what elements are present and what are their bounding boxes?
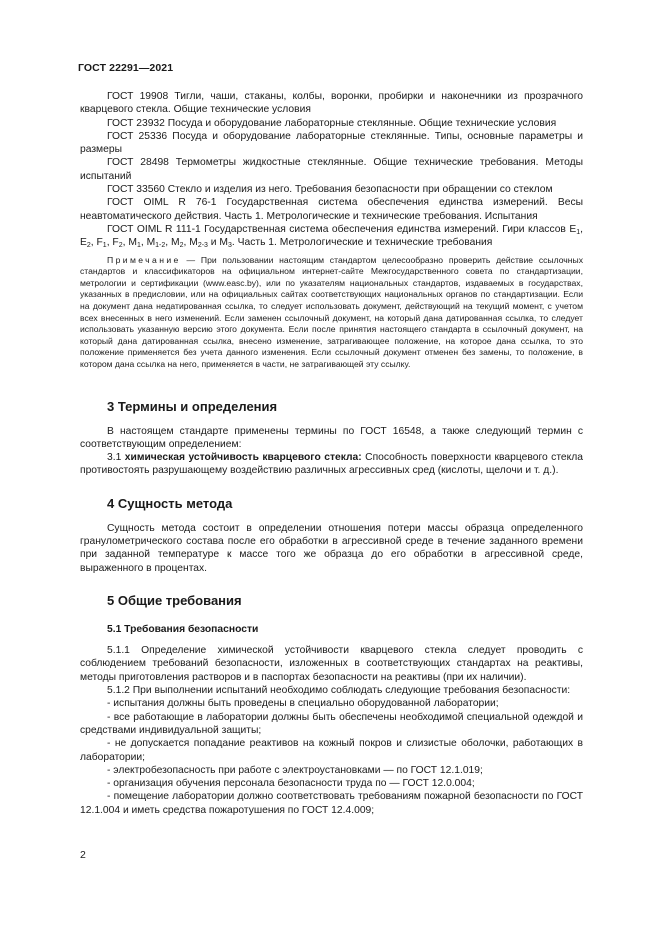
reference-item-oiml-111: ГОСТ OIML R 111-1 Государственная система обеспечения единства измерений. Гири классов $E_1$, $E_2$, $F_1$, $F_2$, $M_1$, $M_{1-2}$, $M_2$, $M_{2-3}$ и $M_3$. Часть 1. Метрологические и технические требования [80,223,583,250]
reference-item: ГОСТ 33560 Стекло и изделия из него. Требования безопасности при обращении со стеклом [107,184,553,196]
list-item: - не допускается попадание реактивов на кожный покров и слизистые оболочки, работающих в лаборатории; [80,738,583,763]
list-item: - все работающие в лаборатории должны быть обеспечены необходимой специальной одеждой и средствами индивидуальной защиты; [80,711,583,736]
list-item: - организация обучения персонала безопасности труда по — ГОСТ 12.0.004; [107,778,475,790]
note-text: — При пользовании настоящим стандартом целесообразно проверить действие ссылочных стандартов и классификаторов на официальном интернет-сайте Межгосударственного совета по стандартизации, метрологии и сертификации (www.easc.by), или по указателям национальных стандартов, издаваемых в государствах, указанных в предисловии, или на официальных сайтах соответствующих национальных органов по стандартизации. Если на документ дана недатированная ссылка, то следует использовать документ, действующий на текущий момент, с учетом всех внесенных в него изменений. Если заменен ссылочный документ, на который дана датированная ссылка, то следует использовать указанную версию этого документа. Если после принятия настоящего стандарта в ссылочный документ, на который дана датированная ссылка, внесено изменение, затрагивающее положение, на которое дана ссылка, то это положение применяется без учета данного изменения. Если ссылочный документ отменен без замены, то положение, в котором дана ссылка на него, применяется в части, не затрагивающей эту ссылку. [80,254,583,369]
term-name: химическая устойчивость кварцевого стекла: [124,452,362,464]
reference-item: ГОСТ 25336 Посуда и оборудование лабораторные стеклянные. Типы, основные параметры и размеры [80,130,583,156]
paragraph-5-1-2: 5.1.2 При выполнении испытаний необходимо соблюдать следующие требования безопасности: [107,685,571,697]
reference-item: ГОСТ 19908 Тигли, чаши, стаканы, колбы, воронки, пробирки и наконечники из прозрачного кварцевого стекла. Общие технические условия [80,91,583,116]
section-heading-3: 3 Термины и определения [107,398,278,414]
term-definition: 3.1 химическая устойчивость кварцевого стекла: Способность поверхности кварцевого стекла противостоять разрушающему воздействию различных агрессивных сред (кислоты, щелочи и т. д.). [80,452,584,477]
subsection-heading-5-1: 5.1 Требования безопасности [107,623,259,635]
list-item: - испытания должны быть проведены в специально оборудованной лаборатории; [107,698,499,710]
reference-item: ГОСТ 23932 Посуда и оборудование лабораторные стеклянные. Общие технические условия [107,117,557,129]
document-body [80,90,583,817]
paragraph-5-1-1: 5.1.1 Определение химической устойчивости кварцевого стекла следует проводить с соблюдением требований безопасности, изложенных в соответствующих стандартах на реактивы, методы приготовления растворов и в паспортах безопасности на реактивы (при их наличии). [80,645,583,683]
note-paragraph [80,255,583,371]
section-heading-5: 5 Общие требования [107,592,242,608]
reference-item: ГОСТ 28498 Термометры жидкостные стеклянные. Общие технические требования. Методы испытаний [80,157,583,182]
reference-item: ГОСТ OIML R 76-1 Государственная система обеспечения единства измерений. Весы неавтоматического действия. Часть 1. Метрологические и технические требования. Испытания [80,197,583,222]
document-header: ГОСТ 22291—2021 [78,62,174,74]
list-item: - электробезопасность при работе с электроустановками — по ГОСТ 12.1.019; [107,764,483,776]
list-item: - помещение лаборатории должно соответствовать требованиям пожарной безопасности по ГОСТ 12.1.004 и иметь средства пожаротушения по ГОСТ 12.4.009; [80,791,583,816]
page-number: 2 [80,849,86,861]
section-4-text: Сущность метода состоит в определении отношения потери массы образца определенного гранулометрического состава после его обработки в агрессивной среде в течение заданного времени при заданной температуре к массе того же образца до его обработки в агрессивной среде, выраженного в процентах. [80,522,583,574]
section-heading-4: 4 Сущность метода [107,495,233,511]
section-3-intro: В настоящем стандарте применены термины по ГОСТ 16548, а также следующий термин с соответствующим определением: [80,425,583,450]
note-label: Примечание [107,254,181,265]
